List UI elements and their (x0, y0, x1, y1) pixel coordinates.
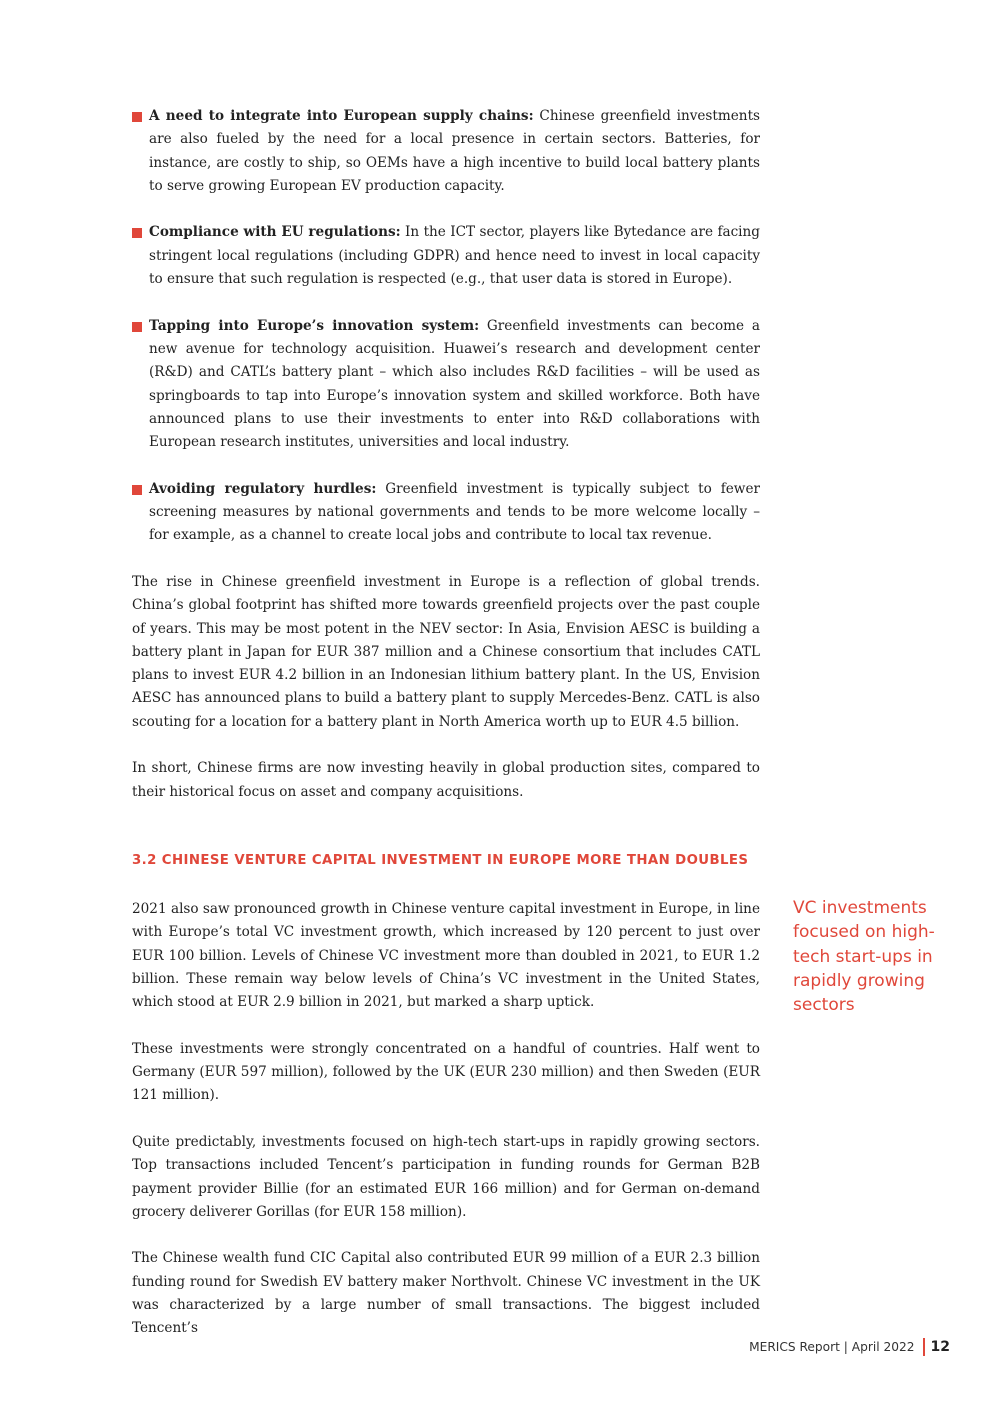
section-heading: 3.2 CHINESE VENTURE CAPITAL INVESTMENT IN EUROPE MORE THAN DOUBLES (132, 853, 749, 868)
bullet-item (132, 478, 760, 548)
body-paragraph: 2021 also saw pronounced growth in Chinese venture capital investment in Europe, in line with Europe’s total VC investment growth, which increased by 120 percent to just over EUR 100 billion. Levels of Chinese VC investment more than doubled in 2021, to EUR 1.2 billion. These remain way below levels of China’s VC investment in the United States, which stood at EUR 2.9 billion in 2021, but marked a sharp uptick. (132, 901, 760, 1011)
bullet-title: Compliance with EU regulations: (149, 224, 401, 241)
bullet-title: Tapping into Europe’s innovation system: (149, 317, 480, 334)
bullet-square-icon (132, 322, 142, 332)
footer-divider (923, 1338, 925, 1356)
bullet-text: Greenfield investments can become a new avenue for technology acquisition. Huawei’s research and development center (R&D) and CATL’s battery plant – which also includes R&D facilities – will be used as springboards to tap into Europe’s innovation system and skilled workforce. Both have announced plans to use their investments to enter into R&D collaborations with European research institutes, universities and local industry. (149, 317, 761, 451)
page-number: 12 (930, 1339, 950, 1355)
body-paragraph: The Chinese wealth fund CIC Capital also contributed EUR 99 million of a EUR 2.3 billion funding round for Swedish EV battery maker Northvolt. Chinese VC investment in the UK was characterized by a large number of small transactions. The biggest included Tencent’s (132, 1250, 760, 1337)
footer-label: MERICS Report | April 2022 (749, 1340, 915, 1354)
bullet-text: Chinese greenfield investments are also fueled by the need for a local presence in certain sectors. Batteries, for instance, are costly to ship, so OEMs have a high incentive to build local battery plants to serve growing European EV production capacity. (149, 108, 761, 194)
body-paragraph: Quite predictably, investments focused on high-tech start-ups in rapidly growing sectors. Top transactions included Tencent’s participation in funding rounds for German B2B payment provider Billie (for an estimated EUR 166 million) and for German on-demand grocery deliverer Gorillas (for EUR 158 million). (132, 1133, 760, 1220)
bullet-square-icon (132, 485, 142, 495)
bullet-list (132, 105, 760, 827)
bullet-title: A need to integrate into European supply chains: (149, 108, 534, 124)
page-footer (749, 1338, 950, 1356)
bullet-item (132, 315, 760, 455)
bullet-item (132, 221, 760, 291)
section-body (132, 898, 760, 1364)
bullet-text: In the ICT sector, players like Bytedance are facing stringent local regulations (including GDPR) and hence need to invest in local capacity to ensure that such regulation is respected (e.g., that user data is stored in Europe). (149, 224, 760, 288)
bullet-square-icon (132, 228, 142, 238)
margin-pull-quote: VC investments focused on high-tech start-ups in rapidly growing sectors (793, 898, 935, 1016)
bullet-square-icon (132, 112, 142, 122)
body-paragraph: In short, Chinese firms are now investing heavily in global production sites, compared to their historical focus on asset and company acquisitions. (132, 760, 760, 800)
bullet-title: Avoiding regulatory hurdles: (149, 480, 377, 497)
bullet-text: Greenfield investment is typically subject to fewer screening measures by national governments and tends to be more welcome locally – for example, as a channel to create local jobs and contribute to local tax revenue. (149, 480, 760, 544)
body-paragraph: The rise in Chinese greenfield investment in Europe is a reflection of global trends. China’s global footprint has shifted more towards greenfield projects over the past couple of years. This may be most potent in the NEV sector: In Asia, Envision AESC is building a battery plant in Japan for EUR 387 million and a Chinese consortium that includes CATL plans to invest EUR 4.2 billion in an Indonesian lithium battery plant. In the US, Envision AESC has announced plans to build a battery plant to supply Mercedes-Benz. CATL is also scouting for a location for a battery plant in North America worth up to EUR 4.5 billion. (132, 573, 760, 730)
body-paragraph: These investments were strongly concentrated on a handful of countries. Half went to Germany (EUR 597 million), followed by the UK (EUR 230 million) and then Sweden (EUR 121 million). (132, 1040, 760, 1104)
bullet-item (132, 105, 760, 198)
